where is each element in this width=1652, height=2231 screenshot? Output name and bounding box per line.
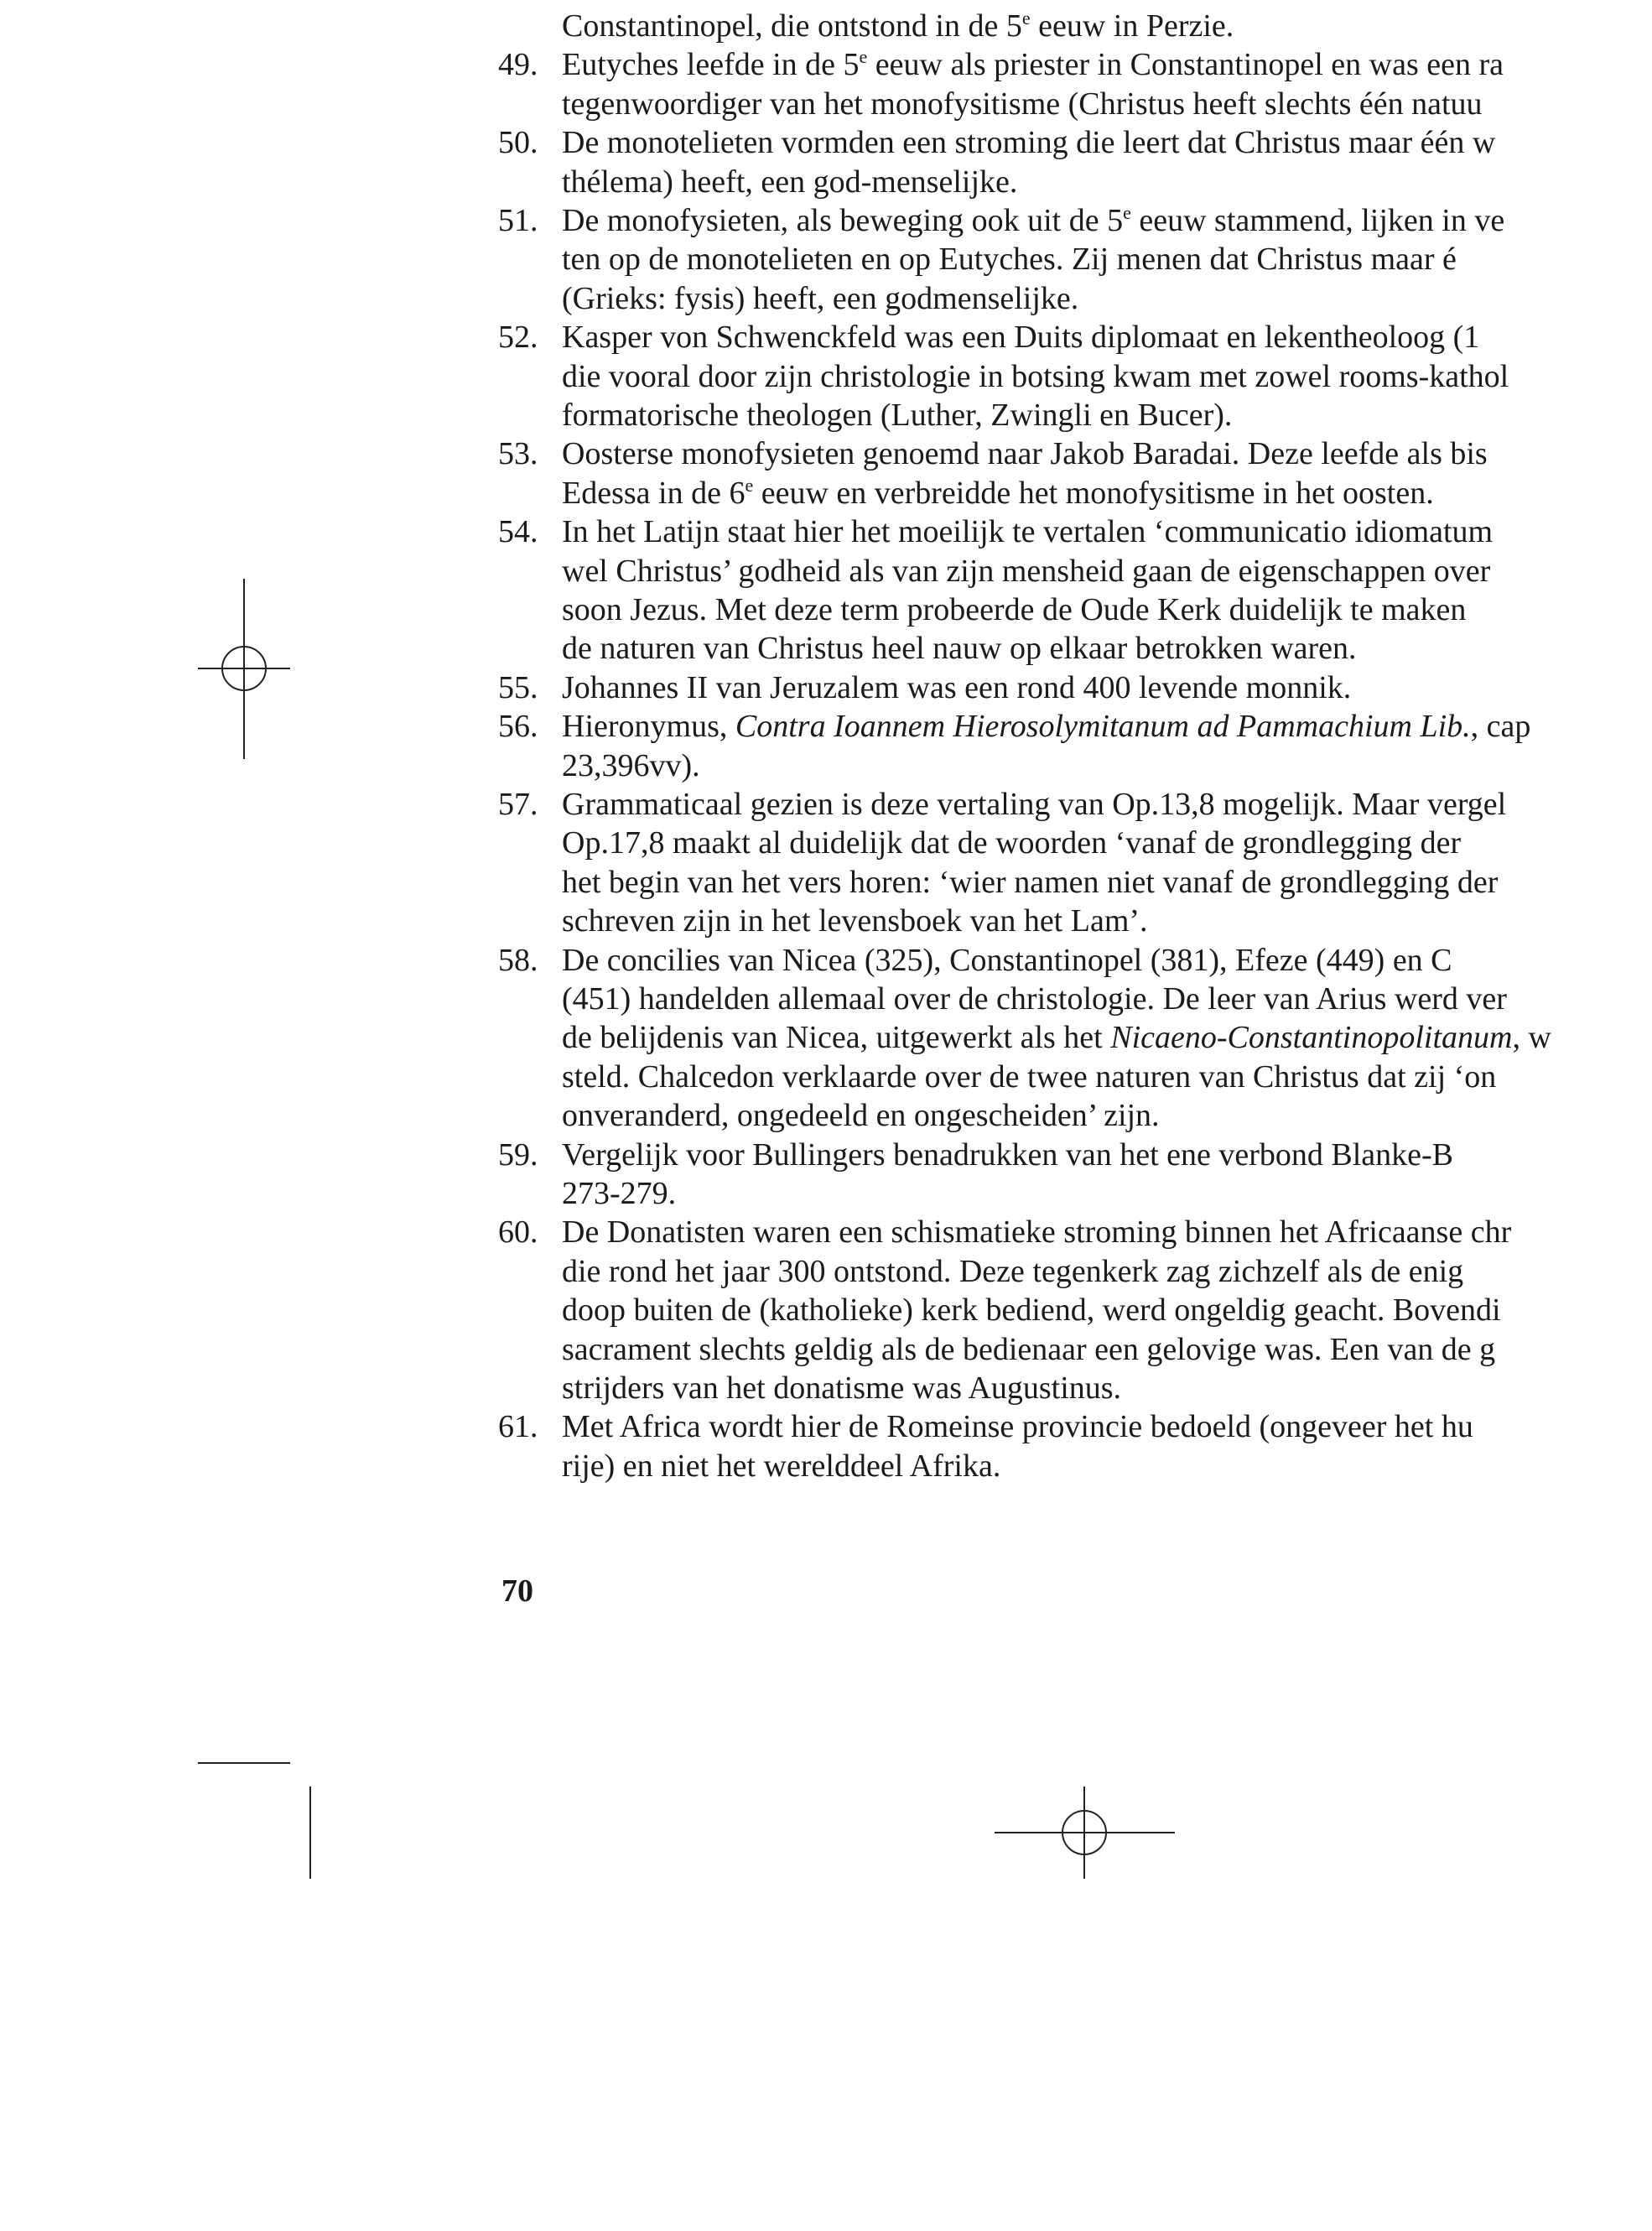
endnote-line bbox=[562, 45, 1652, 88]
crop-mark-horizontal bbox=[198, 1761, 290, 1765]
endnote-line bbox=[562, 1096, 1652, 1135]
text-segment: , w bbox=[1512, 1020, 1551, 1056]
endnote-line bbox=[562, 1252, 1652, 1291]
endnote-line bbox=[562, 590, 1652, 629]
text-segment: Edessa in de 6 bbox=[562, 475, 745, 511]
text-segment: eeuw als priester in Constantinopel en was een ra bbox=[867, 47, 1504, 83]
endnote-line bbox=[562, 163, 1652, 201]
text-segment: thélema) heeft, een god-menselijke. bbox=[562, 164, 1018, 200]
endnote-line bbox=[562, 707, 1652, 746]
endnote-line bbox=[562, 1174, 1652, 1213]
superscript: e bbox=[859, 46, 868, 68]
endnote-number: 50. bbox=[498, 125, 538, 161]
endnote-number: 55. bbox=[498, 669, 538, 705]
text-segment: Hieronymus, bbox=[562, 709, 735, 745]
text-segment: steld. Chalcedon verklaarde over de twee naturen van Christus dat zij ‘on bbox=[562, 1058, 1497, 1095]
endnote-line bbox=[562, 201, 1652, 244]
page-number: 70 bbox=[501, 1573, 533, 1609]
text-segment: , cap bbox=[1470, 709, 1531, 745]
endnote-number: 61. bbox=[498, 1409, 538, 1445]
registration-mark-left bbox=[198, 579, 290, 759]
text-segment: die rond het jaar 300 ontstond. Deze tegenkerk zag zichzelf als de enig bbox=[562, 1253, 1464, 1289]
endnote-line bbox=[562, 318, 1652, 356]
endnote-number: 54. bbox=[498, 514, 538, 550]
endnote-number: 52. bbox=[498, 320, 538, 356]
italic-title: Nicaeno-Constantinopolitanum bbox=[1110, 1020, 1513, 1056]
endnote-line bbox=[562, 1447, 1652, 1485]
text-segment: (451) handelden allemaal over de christologie. De leer van Arius werd ver bbox=[562, 981, 1507, 1017]
endnote-line bbox=[562, 434, 1652, 473]
text-segment: formatorische theologen (Luther, Zwingli en Bucer). bbox=[562, 398, 1233, 433]
superscript: e bbox=[745, 474, 754, 496]
endnote-line bbox=[562, 85, 1652, 123]
text-segment: Johannes II van Jeruzalem was een rond 400 levende monnik. bbox=[562, 669, 1352, 705]
text-segment: De monofysieten, als beweging ook uit de 5 bbox=[562, 203, 1124, 238]
text-segment: de naturen van Christus heel nauw op elkaar betrokken waren. bbox=[562, 631, 1357, 667]
text-segment: onveranderd, ongedeeld en ongescheiden’ zijn. bbox=[562, 1098, 1160, 1134]
endnote-line bbox=[562, 7, 1652, 49]
endnote-line bbox=[562, 1018, 1652, 1057]
text-segment: sacrament slechts geldig als de bedienaar een gelovige was. Een van de g bbox=[562, 1331, 1496, 1367]
text-segment: de belijdenis van Nicea, uitgewerkt als het bbox=[562, 1020, 1111, 1056]
superscript: e bbox=[1123, 202, 1131, 223]
endnote-line bbox=[562, 746, 1652, 785]
italic-title: Contra Ioannem Hierosolymitanum ad Pammachium Lib. bbox=[735, 709, 1471, 745]
text-segment: Op.17,8 maakt al duidelijk dat de woorden ‘vanaf de grondlegging der bbox=[562, 825, 1462, 861]
endnote-line bbox=[562, 902, 1652, 940]
endnote-line bbox=[562, 1369, 1652, 1407]
endnote-number: 56. bbox=[498, 709, 538, 745]
endnote-line bbox=[562, 629, 1652, 668]
text-segment: Eutyches leefde in de 5 bbox=[562, 47, 860, 83]
endnote-line bbox=[562, 1136, 1652, 1174]
text-segment: eeuw in Perzie. bbox=[1030, 8, 1234, 44]
text-segment: 23,396vv). bbox=[562, 747, 700, 783]
text-segment: Vergelijk voor Bullingers benadrukken van het ene verbond Blanke-B bbox=[562, 1136, 1454, 1173]
endnote-line bbox=[562, 240, 1652, 278]
endnote-line bbox=[562, 552, 1652, 590]
text-segment: Constantinopel, die ontstond in de 5 bbox=[562, 8, 1022, 44]
endnote-line bbox=[562, 668, 1652, 707]
endnote-line bbox=[562, 785, 1652, 824]
text-segment: In het Latijn staat hier het moeilijk te vertalen ‘communicatio idiomatum bbox=[562, 514, 1494, 550]
text-segment: doop buiten de (katholieke) kerk bediend, werd ongeldig geacht. Bovendi bbox=[562, 1292, 1501, 1329]
text-segment: tegenwoordiger van het monofysitisme (Christus heeft slechts één natuu bbox=[562, 86, 1483, 122]
endnote-number: 58. bbox=[498, 942, 538, 978]
endnote-number: 53. bbox=[498, 436, 538, 472]
text-segment: schreven zijn in het levensboek van het Lam’. bbox=[562, 903, 1148, 939]
endnote-line bbox=[562, 1058, 1652, 1096]
text-segment: soon Jezus. Met deze term probeerde de Oude Kerk duidelijk te maken bbox=[562, 592, 1467, 627]
endnote-line bbox=[562, 1291, 1652, 1329]
endnote-number: 59. bbox=[498, 1136, 538, 1173]
endnote-number: 60. bbox=[498, 1214, 538, 1251]
endnote-line bbox=[562, 863, 1652, 902]
endnote-line bbox=[562, 123, 1652, 162]
endnote-line bbox=[562, 824, 1652, 862]
endnote-line bbox=[562, 396, 1652, 434]
text-segment: eeuw stammend, lijken in ve bbox=[1130, 203, 1505, 238]
text-segment: het begin van het vers horen: ‘wier namen niet vanaf de grondlegging der bbox=[562, 864, 1499, 900]
crop-mark-vertical bbox=[309, 1786, 312, 1879]
text-segment: De concilies van Nicea (325), Constantinopel (381), Efeze (449) en C bbox=[562, 942, 1452, 978]
text-segment: ten op de monotelieten en op Eutyches. Zij menen dat Christus maar é bbox=[562, 242, 1457, 278]
text-segment: 273-279. bbox=[562, 1176, 677, 1211]
endnote-number: 49. bbox=[498, 47, 538, 83]
text-segment: De monotelieten vormden een stroming die leert dat Christus maar één w bbox=[562, 125, 1496, 161]
endnote-line bbox=[562, 1407, 1652, 1446]
text-segment: Kasper von Schwenckfeld was een Duits diplomaat en lekentheoloog (1 bbox=[562, 320, 1480, 356]
registration-mark-bottom bbox=[995, 1786, 1175, 1879]
endnote-line bbox=[562, 1213, 1652, 1251]
endnote-line bbox=[562, 474, 1652, 517]
text-segment: strijders van het donatisme was Augustinus. bbox=[562, 1370, 1122, 1406]
text-segment: De Donatisten waren een schismatieke stroming binnen het Africaanse chr bbox=[562, 1214, 1512, 1251]
text-segment: Oosterse monofysieten genoemd naar Jakob Baradai. Deze leefde als bis bbox=[562, 436, 1488, 472]
endnote-line bbox=[562, 357, 1652, 396]
endnote-number: 57. bbox=[498, 787, 538, 822]
text-segment: (Grieks: fysis) heeft, een godmenselijke. bbox=[562, 280, 1079, 316]
text-segment: eeuw en verbreidde het monofysitisme in het oosten. bbox=[753, 475, 1434, 511]
endnote-line bbox=[562, 980, 1652, 1018]
text-segment: die vooral door zijn christologie in botsing kwam met zowel rooms-kathol bbox=[562, 358, 1509, 394]
endnote-line bbox=[562, 279, 1652, 318]
endnote-line bbox=[562, 512, 1652, 551]
text-segment: Grammaticaal gezien is deze vertaling van Op.13,8 mogelijk. Maar vergel bbox=[562, 787, 1507, 822]
text-segment: Met Africa wordt hier de Romeinse provincie bedoeld (ongeveer het hu bbox=[562, 1409, 1473, 1445]
superscript: e bbox=[1021, 8, 1031, 29]
endnote-line bbox=[562, 941, 1652, 980]
text-segment: wel Christus’ godheid als van zijn mensheid gaan de eigenschappen over bbox=[562, 553, 1491, 589]
endnote-line bbox=[562, 1330, 1652, 1369]
endnote-number: 51. bbox=[498, 203, 538, 238]
text-segment: rije) en niet het werelddeel Afrika. bbox=[562, 1448, 1001, 1484]
